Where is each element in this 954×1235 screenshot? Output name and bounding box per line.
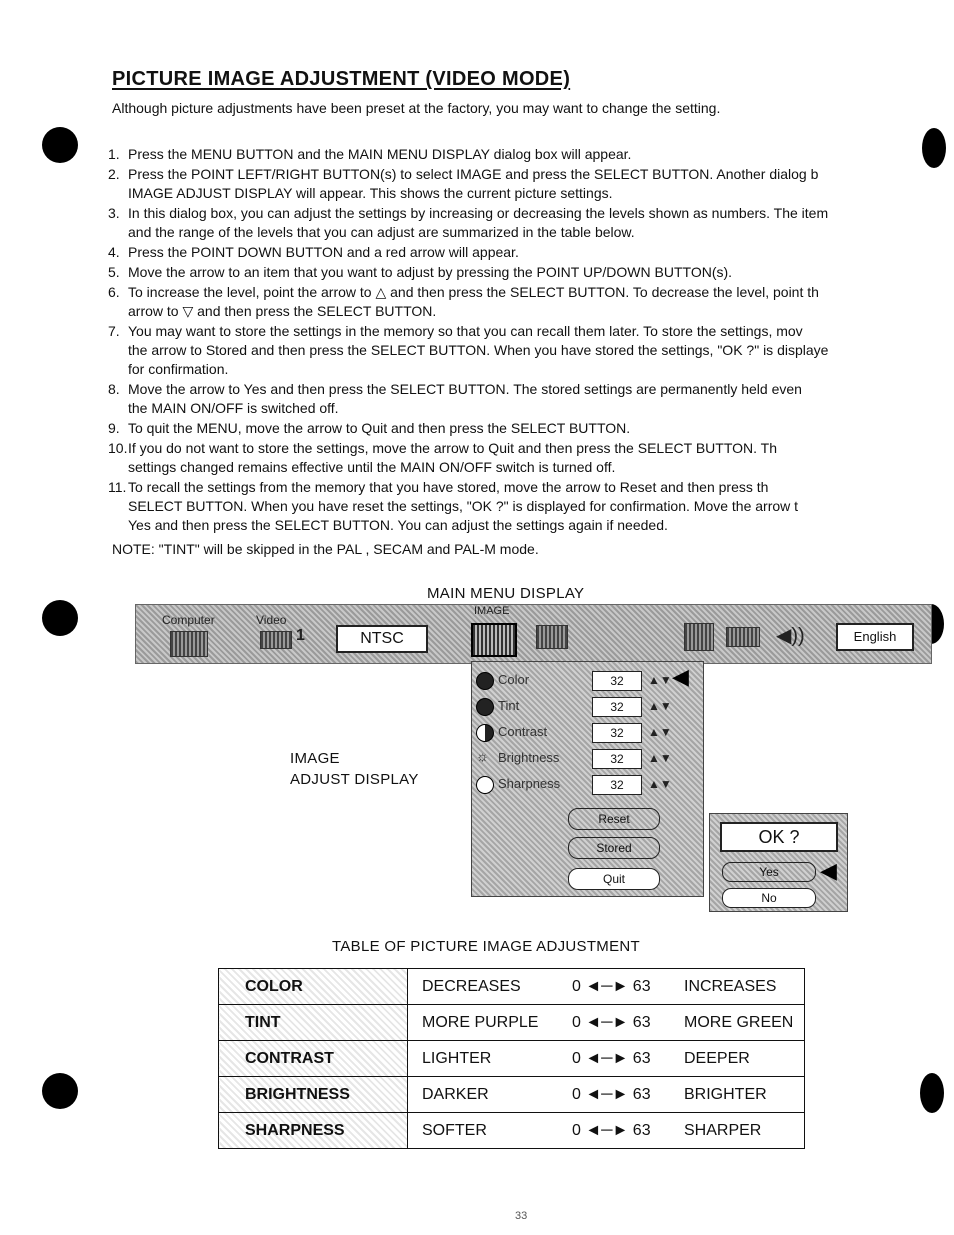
video-icon (260, 631, 292, 649)
adjust-row-color[interactable]: Color 32 ▲▼ ◀ (472, 668, 703, 692)
list-item: 9. To quit the MENU, move the arrow to Quit and then press the SELECT BUTTON. (108, 420, 631, 436)
quit-button[interactable]: Quit (568, 868, 660, 890)
page-title: PICTURE IMAGE ADJUSTMENT (VIDEO MODE) (112, 68, 571, 90)
list-item: 5. Move the arrow to an item that you want to adjust by pressing the POINT UP/DOWN BUTTON(s). (108, 264, 733, 280)
contrast-value: 32 (592, 723, 642, 743)
list-item: 8. Move the arrow to Yes and then press the SELECT BUTTON. The stored settings are permanently held even the MAIN ON/OFF is switched off. (108, 381, 802, 416)
adjust-row-sharpness[interactable]: Sharpness 32 ▲▼ (472, 772, 703, 796)
table-caption: TABLE OF PICTURE IMAGE ADJUSTMENT (332, 938, 640, 955)
picture-icon[interactable] (536, 625, 568, 649)
pointer-arrow-icon: ◀ (672, 664, 689, 689)
tab-video[interactable]: Video (256, 613, 287, 627)
list-item: 10. If you do not want to store the settings, move the arrow to Quit and then press the SELECT BUTTON. Th settings changed remains effective until the MAIN ON/OFF switch is turned off. (108, 440, 777, 475)
brightness-value: 32 (592, 749, 642, 769)
binder-hole (42, 1073, 78, 1109)
stored-button[interactable]: Stored (568, 837, 660, 859)
projector-icon[interactable] (726, 627, 760, 647)
main-menu-bar (135, 604, 932, 664)
sound-icon[interactable]: ◀)) (776, 625, 805, 647)
screen-icon[interactable] (684, 623, 714, 651)
adjust-row-brightness[interactable]: ☼ Brightness 32 ▲▼ (472, 746, 703, 770)
page-number: 33 (515, 1210, 528, 1222)
color-icon (476, 672, 494, 690)
table-row: SHARPNESS SOFTER 0 ◄─► 63 SHARPER (219, 1113, 805, 1149)
main-menu-caption: MAIN MENU DISPLAY (427, 585, 585, 602)
confirm-title: OK ? (720, 822, 838, 852)
image-adjust-caption: IMAGE ADJUST DISPLAY (290, 750, 419, 788)
computer-icon (170, 631, 208, 657)
table-row: BRIGHTNESS DARKER 0 ◄─► 63 BRIGHTER (219, 1077, 805, 1113)
pointer-arrow-icon: ◀ (820, 858, 837, 883)
list-item: 3. In this dialog box, you can adjust the settings by increasing or decreasing the levels shown as numbers. The item and the range of the levels that you can adjust are summarized in the table below. (108, 205, 829, 240)
adjustment-table (218, 968, 805, 1149)
adjust-row-tint[interactable]: Tint 32 ▲▼ (472, 694, 703, 718)
list-item: 1. Press the MENU BUTTON and the MAIN MENU DISPLAY dialog box will appear. (108, 146, 632, 162)
binder-hole (42, 600, 78, 636)
video-number: 1 (296, 627, 305, 644)
sharpness-icon (476, 776, 494, 794)
image-adjust-panel (471, 661, 704, 897)
adjust-row-contrast[interactable]: Contrast 32 ▲▼ (472, 720, 703, 744)
tab-computer[interactable]: Computer (162, 613, 215, 627)
note-text: NOTE: "TINT" will be skipped in the PAL , SECAM and PAL-M mode. (112, 541, 539, 557)
language-selector[interactable]: English (836, 623, 914, 651)
table-row: COLOR DECREASES 0 ◄─► 63 INCREASES (219, 969, 805, 1005)
list-item: 4. Press the POINT DOWN BUTTON and a red arrow will appear. (108, 244, 519, 260)
sharpness-value: 32 (592, 775, 642, 795)
intro-text: Although picture adjustments have been preset at the factory, you may want to change the setting. (112, 100, 721, 116)
list-item: 7. You may want to store the settings in the memory so that you can recall them later. To store the settings, mov the arrow to Stored and then press the SELECT BUTTON. When you have stored the settings, "OK ?" is displaye for confirmation. (108, 323, 829, 377)
binder-hole (42, 127, 78, 163)
contrast-icon (476, 724, 494, 742)
up-down-arrow-icon[interactable]: ▲▼ (648, 673, 672, 687)
list-item: 11. To recall the settings from the memory that you have stored, move the arrow to Reset and then press th SELECT BUTTON. When you have reset the settings, "OK ?" is displayed for confirmation. Move the arrow t Yes and then press the SELECT BUTTON. You can adjust the settings again if needed. (108, 479, 799, 533)
table-row: TINT MORE PURPLE 0 ◄─► 63 MORE GREEN (219, 1005, 805, 1041)
reset-button[interactable]: Reset (568, 808, 660, 830)
list-item: 6. To increase the level, point the arrow to △ and then press the SELECT BUTTON. To decrease the level, point th arrow to ▽ and then press the SELECT BUTTON. (108, 284, 819, 319)
list-item: 2. Press the POINT LEFT/RIGHT BUTTON(s) to select IMAGE and press the SELECT BUTTON. Another dialog b IMAGE ADJUST DISPLAY will appear. This shows the current picture settings. (108, 166, 819, 201)
brightness-icon: ☼ (476, 748, 489, 764)
tint-value: 32 (592, 697, 642, 717)
color-value: 32 (592, 671, 642, 691)
tab-image[interactable]: IMAGE (474, 605, 510, 617)
up-down-arrow-icon[interactable]: ▲▼ (648, 699, 672, 713)
up-down-arrow-icon[interactable]: ▲▼ (648, 751, 672, 765)
tint-icon (476, 698, 494, 716)
confirm-dialog (709, 813, 848, 912)
binder-hole (920, 1073, 944, 1113)
yes-button[interactable]: Yes (722, 862, 816, 882)
mode-indicator: NTSC (336, 625, 428, 653)
table-row: CONTRAST LIGHTER 0 ◄─► 63 DEEPER (219, 1041, 805, 1077)
image-icon[interactable] (471, 623, 517, 657)
no-button[interactable]: No (722, 888, 816, 908)
up-down-arrow-icon[interactable]: ▲▼ (648, 725, 672, 739)
up-down-arrow-icon[interactable]: ▲▼ (648, 777, 672, 791)
steps-list (108, 145, 938, 536)
